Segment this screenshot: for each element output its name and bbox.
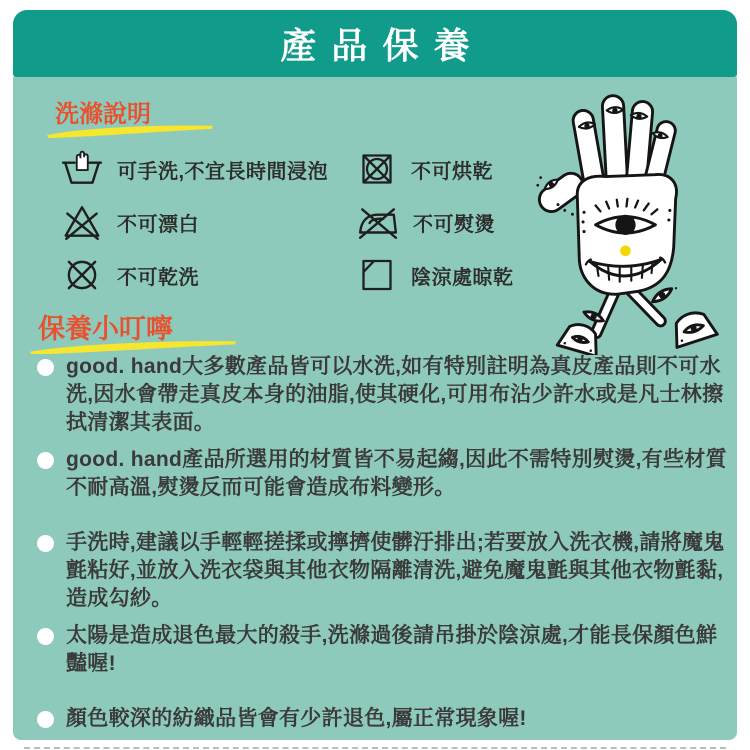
hand-wash-icon: [61, 148, 103, 190]
laundry-item-no-tumble-dry: [357, 147, 514, 191]
list-item: [37, 446, 729, 502]
list-item: [37, 622, 729, 678]
bullet-dot: [37, 452, 54, 469]
bullet-dot: [37, 711, 54, 728]
bullet-dot: [37, 359, 54, 376]
care-tips-list: [37, 353, 729, 742]
care-panel: [13, 77, 737, 740]
no-bleach-icon: [61, 201, 103, 243]
no-tumble-dry-icon: [357, 149, 397, 189]
shade-dry-label: 陰涼處晾乾: [411, 266, 514, 289]
laundry-item-shade-dry: [357, 253, 514, 297]
no-dry-clean-icon: [61, 254, 103, 296]
shade-dry-icon: [357, 255, 397, 295]
tip-text: 顏色較深的紡織品皆會有少許退色,屬正常現象喔!: [66, 707, 527, 730]
tip-text: good. hand大多數產品皆可以水洗,如有特別註明為真皮產品則不可水洗,因水會帶走真皮本身的油脂,使其硬化,可用布沾少許水或是凡士林擦拭清潔其表面。: [66, 355, 724, 434]
no-tumble-dry-label: 不可烘乾: [411, 160, 493, 183]
tip-text: 太陽是造成退色最大的殺手,洗滌過後請吊掛於陰涼處,才能長保顏色鮮豔喔!: [66, 624, 718, 675]
washing-heading-text: 洗滌說明: [55, 101, 151, 128]
bottom-cut-line: [24, 747, 726, 749]
laundry-item-no-dry-clean: [61, 253, 357, 297]
washing-section-heading: [55, 94, 151, 129]
no-iron-icon: [357, 201, 399, 243]
list-item: [37, 705, 729, 733]
tip-text: good. hand產品所選用的材質皆不易起縐,因此不需特別熨燙,有些材質不耐高溫,熨燙反而可能會造成布料變形。: [66, 448, 727, 499]
mascot-left-leg: [557, 286, 620, 355]
page-header: [13, 10, 737, 77]
list-item: [37, 353, 729, 437]
bullet-dot: [37, 535, 54, 552]
no-bleach-label: 不可漂白: [117, 213, 199, 236]
bullet-dot: [37, 628, 54, 645]
list-item: [37, 529, 729, 613]
mascot-nose-dot: [620, 246, 631, 257]
hand-wash-label: 可手洗,不宜長時間浸泡: [117, 160, 329, 183]
good-hand-mascot-illustration: [523, 85, 728, 355]
care-heading-text: 保養小叮嚀: [38, 314, 173, 344]
no-iron-label: 不可熨燙: [413, 213, 495, 236]
laundry-item-no-iron: [357, 200, 514, 244]
laundry-item-no-bleach: [61, 200, 357, 244]
laundry-symbol-grid: [61, 147, 514, 297]
tip-text: 手洗時,建議以手輕輕搓揉或擰擠使髒汙排出;若要放入洗衣機,請將魔鬼氈粘好,並放入洗衣袋與其他衣物隔離清洗,避免魔鬼氈與其他衣物氈黏,造成勾紗。: [66, 531, 725, 610]
no-dry-clean-label: 不可乾洗: [117, 266, 199, 289]
laundry-item-hand-wash: [61, 147, 357, 191]
page-title: 產品保養: [280, 25, 485, 66]
care-section-heading: [38, 307, 173, 346]
